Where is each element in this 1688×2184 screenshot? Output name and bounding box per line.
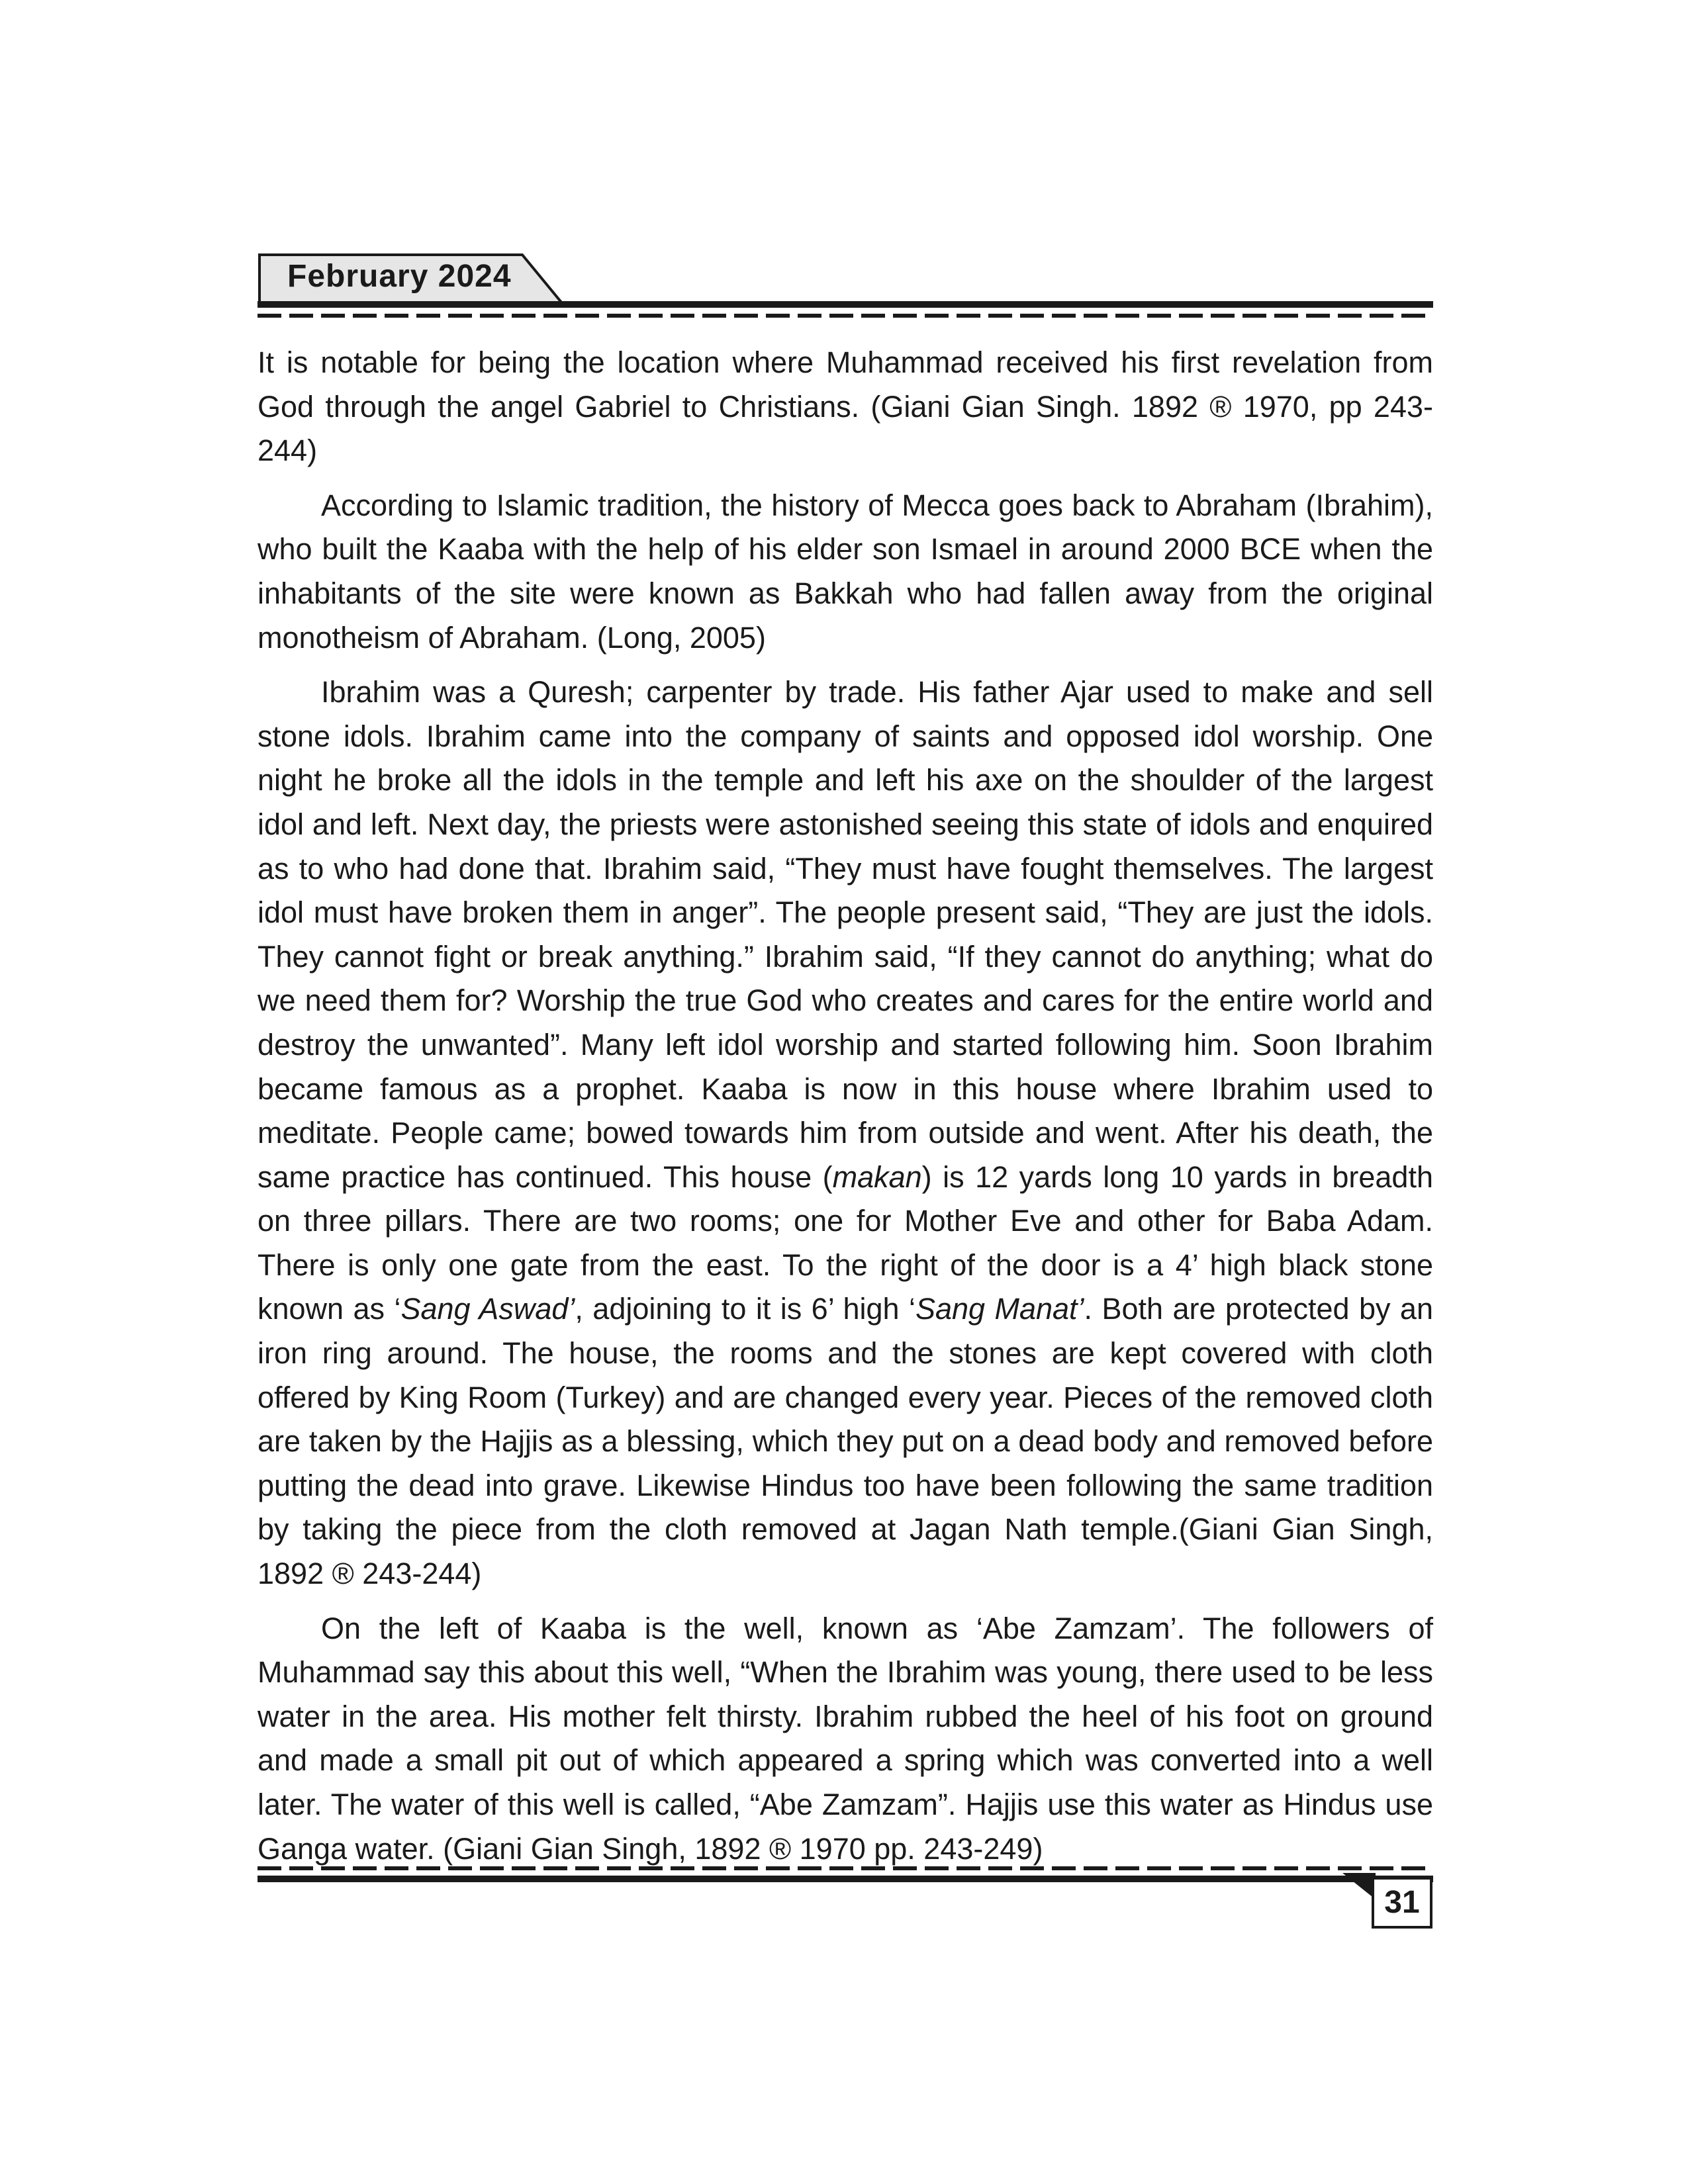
header-rule — [258, 301, 1433, 321]
paragraph — [258, 1607, 1433, 1872]
page-number-block — [1342, 1873, 1435, 1933]
paragraph — [258, 341, 1433, 473]
paragraph — [258, 670, 1433, 1596]
text-run: On the left of Kaaba is the well, known as ‘Abe Zamzam’. The followers of Muhammad say this about this well, “When the Ibrahim was young, there used to be less water in the area. His mother felt thirsty. Ibrahim rubbed the heel of his foot on ground and made a small pit out of which appeared a spring which was converted into a well later. The water of this well is called, “Abe Zamzam”. Hajjis use this water as Hindus use Ganga water. (Giani Gian Singh, 1892 ® 1970 pp. 243-249) — [258, 1611, 1433, 1866]
text-run: , adjoining to it is 6’ high ‘ — [575, 1292, 915, 1326]
text-run: . Both are protected by an iron ring around. The house, the rooms and the stones are kept covered with cloth offered by King Room (Turkey) and are changed every year. Pieces of the removed cloth are taken by the Hajjis as a blessing, which they put on a dead body and removed before putting the dead into grave. Likewise Hindus too have been following the same tradition by taking the piece from the cloth removed at Jagan Nath temple.(Giani Gian Singh, 1892 ® 243-244) — [258, 1292, 1433, 1591]
issue-header-tab — [258, 253, 575, 306]
issue-date: February 2024 — [287, 259, 512, 294]
italic-text: makan — [832, 1160, 922, 1194]
italic-text: Sang Aswad’ — [400, 1292, 575, 1326]
paragraph — [258, 484, 1433, 660]
text-run: ) is 12 yards long 10 yards in breadth on three pillars. There are two rooms; one for Mother Eve and other for Baba Adam. There is only one gate from the east. To the right of the door is a 4’ high black stone known as ‘ — [258, 1160, 1433, 1326]
footer-rule — [258, 1865, 1433, 1885]
italic-text: Sang Manat’ — [915, 1292, 1084, 1326]
page-number: 31 — [1372, 1877, 1432, 1929]
article-body — [258, 341, 1433, 1882]
text-run: It is notable for being the location where Muhammad received his first revelation from God through the angel Gabriel to Christians. (Giani Gian Singh. 1892 ® 1970, pp 243-244) — [258, 345, 1433, 468]
text-run: Ibrahim was a Quresh; carpenter by trade. His father Ajar used to make and sell stone idols. Ibrahim came into the company of saints and opposed idol worship. One night he broke all the idols in the temple and left his axe on the shoulder of the largest idol and left. Next day, the priests were astonished seeing this state of idols and enquired as to who had done that. Ibrahim said, “They must have fought themselves. The largest idol must have broken them in anger”. The people present said, “They are just the idols. They cannot fight or break anything.” Ibrahim said, “If they cannot do anything; what do we need them for? Worship the true God who creates and cares for the entire world and destroy the unwanted”. Many left idol worship and started following him. Soon Ibrahim became famous as a prophet. Kaaba is now in this house where Ibrahim used to meditate. People came; bowed towards him from outside and went. After his death, the same practice has continued. This house ( — [258, 675, 1433, 1194]
text-run: According to Islamic tradition, the history of Mecca goes back to Abraham (Ibrahim), who built the Kaaba with the help of his elder son Ismael in around 2000 BCE when the inhabitants of the site were known as Bakkah who had fallen away from the original monotheism of Abraham. (Long, 2005) — [258, 488, 1433, 655]
